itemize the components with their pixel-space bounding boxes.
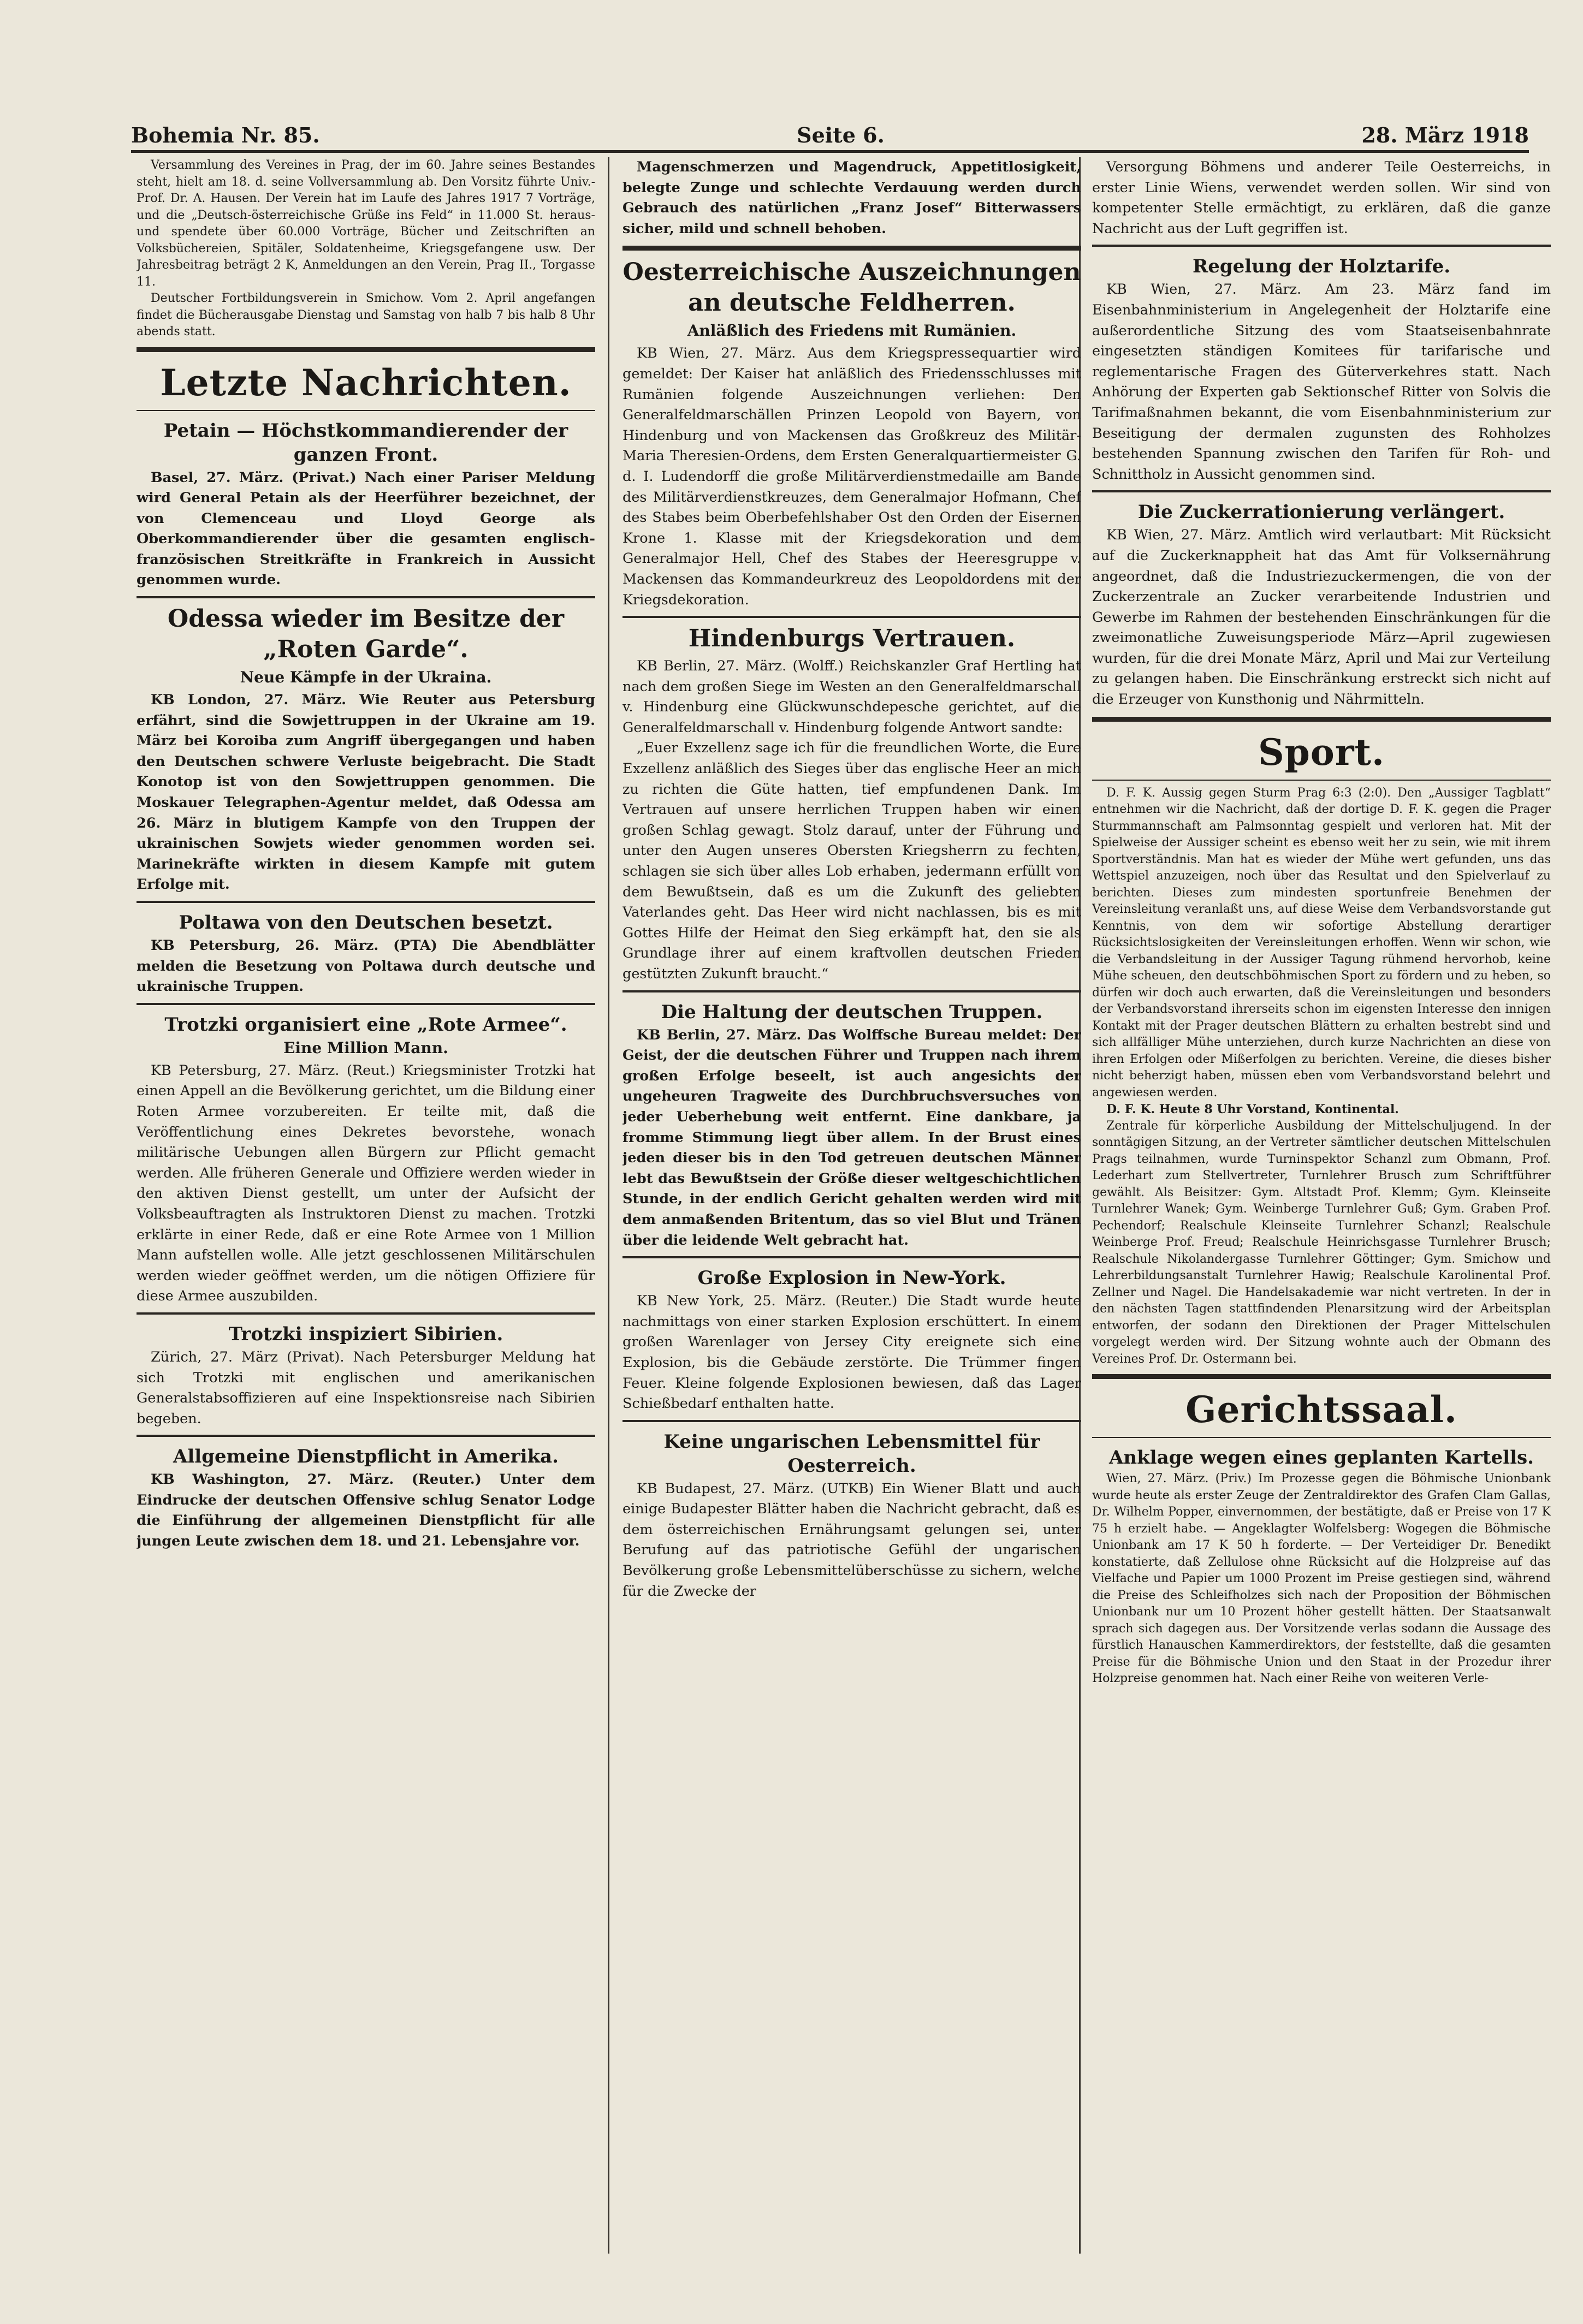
article-text: KB Berlin, 27. März. Das Wolffsche Bureau meldet: Der Geist, der die deutschen Führer und Truppen nach ihrem großen Erfolge beseelt, ist auch angesichts der ungeheuren Tragweite des Durchbruchsversuches von jeder Ueberhebung weit entfernt. Eine dankbare, ja fromme Stimmung liegt über allem. In der Brust eines jeden dieser bis in den Tod getreuen deutschen Männer lebt das Bewußtsein der Größe dieser weltgeschichtlichen Stunde, in der endlich Gericht gehalten werden wird mit dem anmaßenden Britentum, das so viel Blut und Tränen über die leidende Welt gebracht hat. <box>622 1026 1081 1249</box>
column-divider-1 <box>608 157 609 2254</box>
article-text: KB Wien, 27. März. Am 23. März fand im Eisenbahnministerium in Angelegenheit der Holztarife eine außerordentliche Sitzung des vom Staatseisenbahnrate eingesetzten ständigen Komitees für tarifarische und reglementarische Fragen des Güterverkehres statt. Nach Anhörung der Experten gab Sektionschef Ritter von Solvis die Tarifmaßnahmen bekannt, die vom Eisenbahnministerium zur Beseitigung der dermalen zugunsten des Rohholzes bestehenden Spannung zwischen den Tarifen für Roh- und Schnittholz in Aussicht genommen sind. <box>1092 281 1551 483</box>
article-rule <box>137 1435 595 1437</box>
article-text: Versorgung Böhmens und anderer Teile Oesterreichs, in erster Linie Wiens, verwendet werden sollen. Wir sind von kompetenter Stelle ermächtigt, zu erklären, daß die ganze Nachricht aus der Luft gegriffen ist. <box>1092 159 1551 237</box>
section-rule <box>622 246 1081 251</box>
sport-text: D. F. K. Aussig gegen Sturm Prag 6:3 (2:0). Den „Aussiger Tagblatt“ entnehmen wir die Nachricht, daß der dortige D. F. K. gegen die Prager Sturmmannschaft am Palmsonntag gespielt und verloren hat. Mit der Spielweise der Aussiger scheint es ebenso weit her zu sein, wie mit ihrem Sportverständnis. Man hat es wieder der Mühe wert gefunden, uns das Wettspiel anzuzeigen, noch über das Resultat und den Spielverlauf zu berichten. Dieses zum mindesten sportunfreie Benehmen der Vereinsleitung veranlaßt uns, auf diese Weise dem Verbandsvorstande gut Kenntnis, von dem wir sofortige Abstellung derartiger Rücksichtslosigkeiten der Vereinsleitungen erhoffen. Wenn wir schon, wie die Verbandsleitung in der Aussiger Tagung rühmend hervorhob, keine Mühe scheuen, den deutschböhmischen Sport zu fördern und zu heben, so dürfen wir doch auch erwarten, daß die Vereinsleitungen und besonders der Verbandsvorstand ihrerseits schon im eigensten Interesse den innigen Kontakt mit der Prager deutschen Blättern zu erhalten bestrebt sind und sich allfälliger Mühe unterziehen, durch kurze Nachrichten an diese von ihren Erfolgen oder Mißerfolgen zu berichten. Vereine, die dieses bisher nicht beherzigt haben, müssen eben vom Verbandsvorstand belehrt und angewiesen werden. <box>1092 786 1551 1099</box>
section-rule <box>1092 1437 1551 1438</box>
article-title: Regelung der Holztarife. <box>1192 255 1451 278</box>
article-text: Wien, 27. März. (Priv.) Im Prozesse gegen die Böhmische Unionbank wurde heute als erster Zeuge der Zentraldirektor des Grafen Clam Gallas, Dr. Wilhelm Popper, einvernommen, der bestätigte, daß er Preise von 17 K 75 h erzielt habe. — Angeklagter Wolfelsberg: Wogegen die Böhmische Unionbank am 17 K 50 h forderte. — Der Verteidiger Dr. Benedikt konstatierte, daß Zellulose ohne Rücksicht auf die Holzpreise auf das Vielfache und Papier um 1000 Prozent im Preise gestiegen sind, während die Preise des Schleifholzes sich nach der Proposition der Böhmischen Unionbank nur um 10 Prozent höher gestellt hätten. Der Staatsanwalt sprach sich dagegen aus. Der Vorsitzende verlas sodann die Aussage des fürstlich Hanauschen Kammerdirektors, der feststellte, daß die gesamten Preise für die Böhmische Union und den Staat in der Prozedur ihrer Holzpreise genommen hat. Nach einer Reihe von weiteren Verle- <box>1092 1472 1551 1686</box>
section-heading-latest-news: Letzte Nachrichten. <box>160 361 572 404</box>
article-text: Zürich, 27. März (Privat). Nach Petersburger Meldung hat sich Trotzki mit englischen und amerikanischen Generalstabsoffizieren auf eine Inspektionsreise nach Sibirien begeben. <box>137 1348 595 1427</box>
club-notice: Versammlung des Vereines in Prag, der im 60. Jahre seines Bestandes steht, hielt am 18. d. seine Vollversammlung ab. Den Vorsitz führte Univ.-Prof. Dr. A. Hausen. Der Verein hat im Laufe des Jahres 1917 7 Vorträge, und die „Deutsch-österreichische Grüße ins Feld“ in 11.000 St. heraus- und spendete über 60.000 Vorträge, Bücher und Zeitschriften an Volksbüchereien, Spitäler, Soldatenheime, Kriegsgefangene usw. Der Jahresbeitrag beträgt 2 K, Anmeldungen an den Verein, Prag II., Torgasse 11. <box>137 158 595 289</box>
header-page-number: Seite 6. <box>797 123 885 147</box>
article-text: KB Petersburg, 26. März. (PTA) Die Abendblätter melden die Besetzung von Poltawa durch deutsche und ukrainische Truppen. <box>137 937 595 995</box>
article-title: Odessa wieder im Besitze der „Roten Garde“. <box>167 605 565 664</box>
article-rule <box>137 596 595 598</box>
article-title: Petain — Höchstkommandierender der ganzen Front. <box>163 419 568 466</box>
article-title: Anklage wegen eines geplanten Kartells. <box>1109 1447 1534 1469</box>
article-rule <box>622 616 1081 618</box>
article-rule <box>1092 245 1551 247</box>
page-header <box>131 115 1529 147</box>
article-rule <box>137 901 595 903</box>
article-title: Die Zuckerrationierung verlängert. <box>1137 501 1505 524</box>
header-date: 28. März 1918 <box>1361 123 1529 147</box>
article-title: Oesterreichische Auszeichnungen an deutsche Feldherren. <box>622 258 1081 317</box>
article-text: KB Washington, 27. März. (Reuter.) Unter dem Eindrucke der deutschen Offensive schlug Senator Lodge die Einführung der allgemeinen Dienstpflicht für alle jungen Leute zwischen dem 18. und 21. Lebensjahre vor. <box>137 1471 595 1550</box>
article-title: Die Haltung der deutschen Truppen. <box>661 1001 1043 1023</box>
advertisement-text: Magenschmerzen und Magendruck, Appetitlosigkeit, belegte Zunge und schlechte Verdauung werden durch Gebrauch des natürlichen „Franz Josef“ Bitterwassers sicher, mild und schnell behoben. <box>622 159 1081 237</box>
section-rule <box>1092 717 1551 722</box>
article-quote: „Euer Exzellenz sage ich für die freundlichen Worte, die Eure Exzellenz anläßlich des Sieges über das englische Heer an mich zu richten die Güte hatten, tief empfundenen Dank. Im Vertrauen auf unsere herrlichen Truppen haben wir einen großen Schlag gewagt. Stolz darauf, unter der Führung und unter den Augen unseres Obersten Kriegsherrn zu fechten, schlagen sie sich über alles Lob erhaben, jedermann erfüllt von dem Bewußtsein, daß es um die Zukunft des geliebten Vaterlandes geht. Das Heer wird nicht nachlassen, bis es mit Gottes Hilfe der Heimat den Sieg erkämpft hat, den sie als Grundlage ihrer auf einem kraftvollen deutschen Frieden gestützten Zukunft braucht.“ <box>622 740 1081 982</box>
article-title: Poltawa von den Deutschen besetzt. <box>179 912 553 934</box>
article-text: Basel, 27. März. (Privat.) Nach einer Pariser Meldung wird General Petain als der Heerführer bezeichnet, der von Clemenceau und Lloyd George als Oberkommandierender über die gesamten englisch-französischen Streitkräfte in Frankreich in Aussicht genommen wurde. <box>137 469 595 589</box>
article-rule <box>137 1312 595 1315</box>
article-rule <box>622 1420 1081 1422</box>
article-title: Hindenburgs Vertrauen. <box>688 625 1016 653</box>
sport-text: Zentrale für körperliche Ausbildung der Mittelschuljugend. In der sonntägigen Sitzung, an der Vertreter sämtlicher deutschen Mittelschulen Prags teilnahmen, wurde Turninspektor Schanzl zum Obmann, Prof. Lederhart zum Stellvertreter, Turnlehrer Brusch zum Schriftführer gewählt. Als Beisitzer: Gym. Altstadt Prof. Klemm; Gym. Kleinseite Turnlehrer Wanek; Gym. Weinberge Turnlehrer Guß; Gym. Graben Prof. Pechendorf; Realschule Kleinseite Turnlehrer Schanzl; Realschule Weinberge Prof. Freud; Realschule Heinrichsgasse Turnlehrer Brusch; Realschule Nikolandergasse Turnlehrer Göttinger; Gym. Smichow und Lehrerbildungsanstalt Turnlehrer Hawig; Realschule Karolinental Prof. Zellner und Nagel. Die Handelsakademie war nicht vertreten. In der in den nächsten Tagen stattfindenden Plenarsitzung wird der Arbeitsplan entworfen, der sodann den Direktionen der Prager Mittelschulen vorgelegt werden wird. Der Sitzung wohnte auch der Obmann des Vereines Prof. Dr. Ostermann bei. <box>1092 1119 1551 1366</box>
club-notice-2: Deutscher Fortbildungsverein in Smichow. Vom 2. April angefangen findet die Bücherausgabe Dienstag und Samstag von halb 7 bis halb 8 Uhr abends statt. <box>137 292 595 338</box>
article-text: KB Wien, 27. März. Aus dem Kriegspressequartier wird gemeldet: Der Kaiser hat anläßlich des Friedensschlusses mit Rumänien folgende Auszeichnungen verliehen: Den Generalfeldmarschällen Prinzen Leopold von Bayern, von Hindenburg und von Mackensen das Großkreuz des Militär-Maria Theresien-Ordens, dem Ersten Generalquartiermeister G. d. I. Ludendorff die große Militärverdienstmedaille am Bande des Militärverdienstkreuzes, dem Generalmajor Hofmann, Chef des Stabes beim Oberbefehlshaber Ost den Orden der Eisernen Krone 1. Klasse mit der Kriegsdekoration und dem Generalmajor Hell, Chef des Stabes der Heeresgruppe v. Mackensen das Kommandeurkreuz des Leopoldordens mit der Kriegsdekoration. <box>622 345 1081 608</box>
header-issue: Bohemia Nr. 85. <box>131 123 320 147</box>
article-text: KB Wien, 27. März. Amtlich wird verlautbart: Mit Rücksicht auf die Zuckerknappheit hat das Amt für Volksernährung angeordnet, daß die Industriezuckermengen, die von der Zuckerzentrale an Zucker verarbeitende Industrien und Gewerbe im Rahmen der bestehenden Einschränkungen für die zweimonatliche Zuweisungsperiode März—April zugewiesen wurden, für die drei Monate März, April und Mai zur Verteilung zu gelangen haben. Die Einschränkung erstreckt sich nicht auf die Erzeuger von Kunsthonig und Nährmitteln. <box>1092 527 1551 708</box>
header-rule <box>131 150 1529 153</box>
section-heading-sport: Sport. <box>1258 730 1385 774</box>
column-3 <box>1092 157 1551 2254</box>
article-title: Keine ungarischen Lebensmittel für Oesterreich. <box>663 1430 1040 1477</box>
section-rule <box>1092 1374 1551 1379</box>
article-subtitle: Eine Million Mann. <box>283 1038 448 1057</box>
article-title: Große Explosion in New-York. <box>697 1267 1006 1289</box>
article-rule <box>1092 490 1551 492</box>
article-title: Trotzki organisiert eine „Rote Armee“. <box>164 1013 567 1036</box>
article-title: Trotzki inspiziert Sibirien. <box>228 1323 503 1345</box>
article-text: KB Budapest, 27. März. (UTKB) Ein Wiener Blatt und auch einige Budapester Blätter haben die Nachricht gebracht, daß es dem österreichischen Ernährungsamt gelungen sei, unter Berufung auf das patriotische Gefühl der ungarischen Bevölkerung große Lebensmittelüberschüsse zu sichern, welche für die Zwecke der <box>622 1480 1081 1600</box>
sport-text: D. F. K. Heute 8 Uhr Vorstand, Kontinental. <box>1106 1102 1399 1117</box>
article-rule <box>622 990 1081 992</box>
article-text: KB New York, 25. März. (Reuter.) Die Stadt wurde heute nachmittags von einer starken Explosion erschüttert. In einem großen Warenlager von Jersey City ereignete sich eine Explosion, bis die Gebäude zerstörte. Die Trümmer fingen Feuer. Kleine folgende Explosionen bewiesen, daß das Lager Schießbedarf enthalten hatte. <box>622 1293 1081 1412</box>
article-text: KB Berlin, 27. März. (Wolff.) Reichskanzler Graf Hertling hat nach dem großen Siege im Westen an den Generalfeldmarschall v. Hindenburg eine Glückwunschdepesche gerichtet, auf die Generalfeldmarschall v. Hindenburg folgende Antwort sandte: <box>622 658 1081 736</box>
article-subtitle: Anläßlich des Friedens mit Rumänien. <box>687 322 1017 340</box>
section-rule <box>137 347 595 352</box>
article-text: KB London, 27. März. Wie Reuter aus Petersburg erfährt, sind die Sowjettruppen in der Ukraine am 19. März bei Koroiba zum Angriff übergegangen und haben den Deutschen schwere Verluste beigebracht. Die Stadt Konotop ist von den Sowjettruppen genommen. Die Moskauer Telegraphen-Agentur meldet, daß Odessa am 26. März in blutigem Kampfe von den Truppen der ukrainischen Sowjets wieder genommen worden sei. Marinekräfte wirkten in diesem Kampfe mit gutem Erfolge mit. <box>137 692 595 893</box>
article-subtitle: Neue Kämpfe in der Ukraina. <box>240 668 492 687</box>
article-title: Allgemeine Dienstpflicht in Amerika. <box>173 1446 559 1468</box>
section-rule <box>137 410 595 411</box>
article-rule <box>622 1256 1081 1258</box>
article-rule <box>137 1003 595 1005</box>
section-rule <box>1092 780 1551 781</box>
column-1 <box>137 157 595 2254</box>
section-heading-court: Gerichtssaal. <box>1185 1388 1457 1431</box>
column-2 <box>622 157 1081 2254</box>
article-text: KB Petersburg, 27. März. (Reut.) Kriegsminister Trotzki hat einen Appell an die Bevölkerung gerichtet, um die Bildung einer Roten Armee vorzubereiten. Er teilte mit, daß die Veröffentlichung eines Dekretes bevorstehe, wonach militärische Uebungen allen Bürgern zur Pflicht gemacht werden. Alle früheren Generale und Offiziere werden wieder in den aktiven Dienst gestellt, um unter der Aufsicht der Volksbeauftragten als Instruktoren Dienst zu machen. Trotzki erklärte in einer Rede, daß er eine Rote Armee von 1 Million Mann aufstellen wolle. Alle jetzt geschlossenen Militärschulen werden wieder geöffnet werden, um die nötigen Offiziere für diese Armee auszubilden. <box>137 1062 595 1305</box>
